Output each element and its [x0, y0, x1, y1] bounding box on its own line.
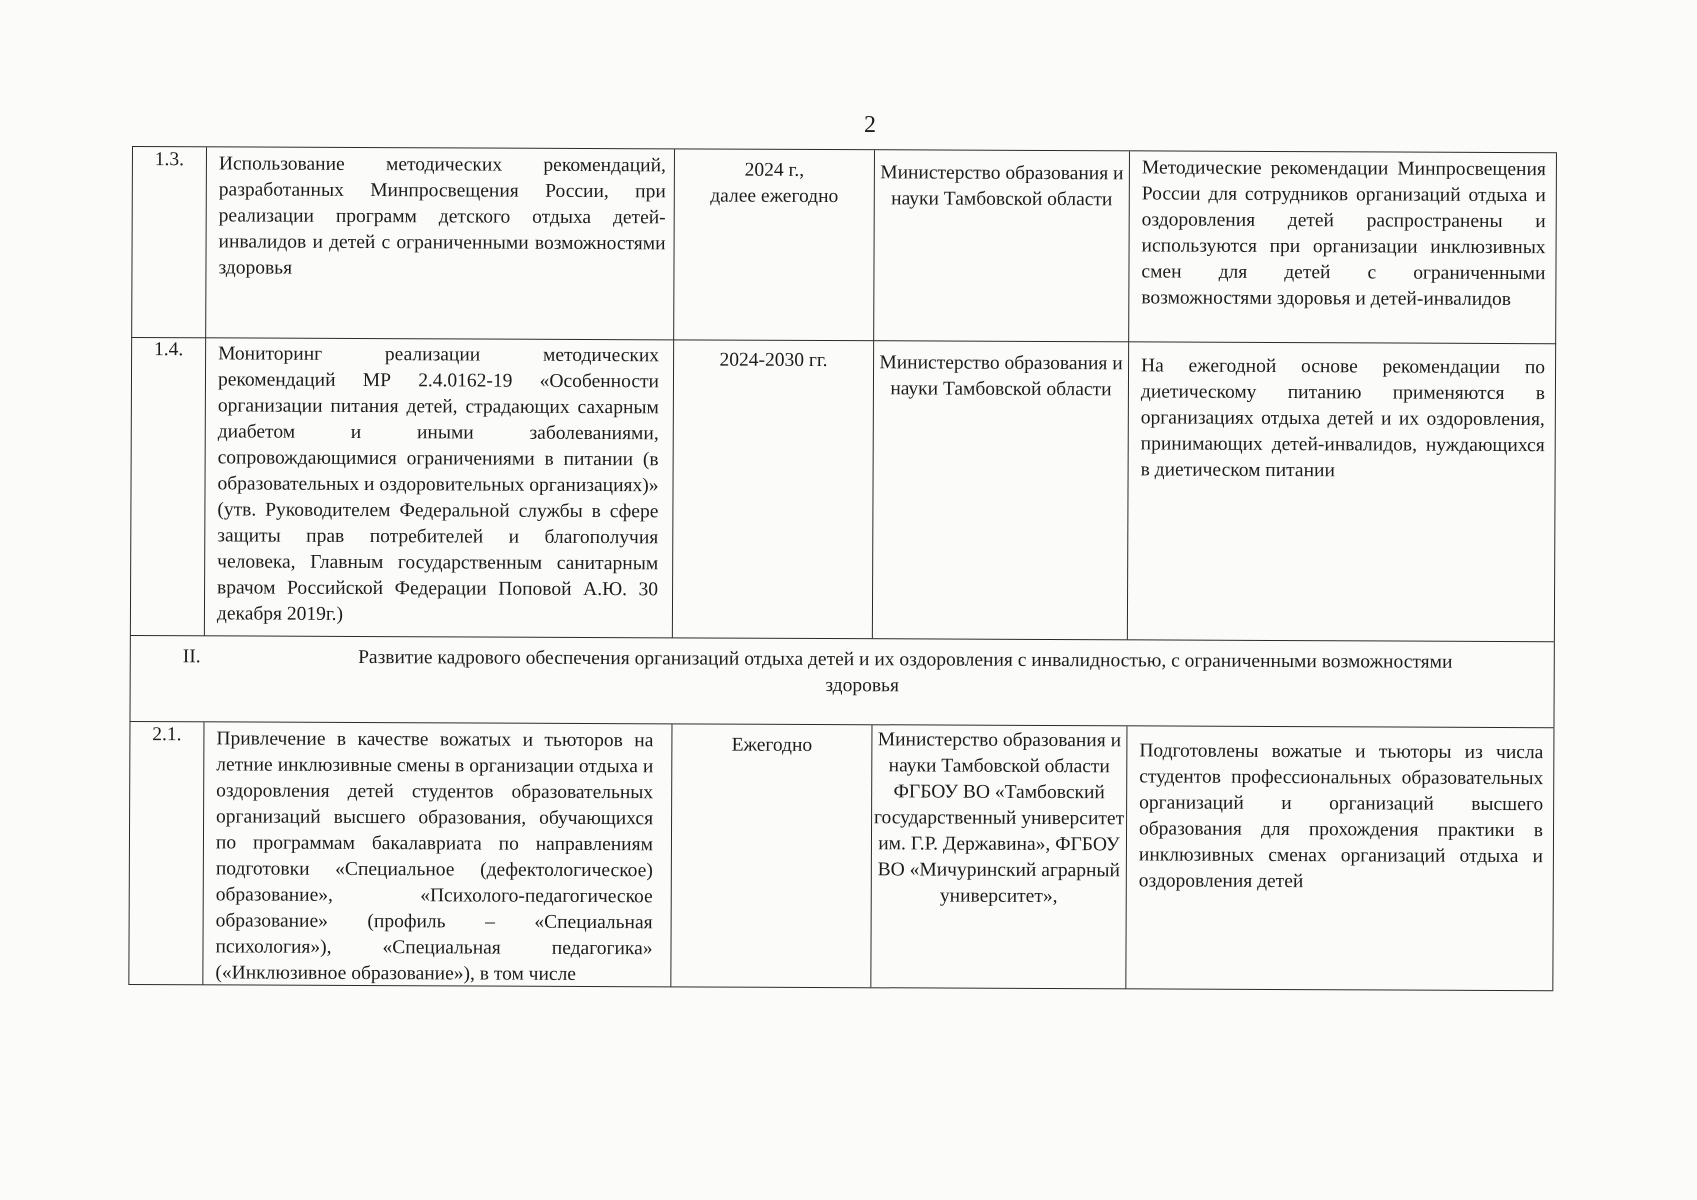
section-title-continuation: здоровья	[825, 675, 899, 697]
deadline-line-1: 2024 г.,	[744, 159, 805, 181]
deadline	[673, 149, 874, 340]
page-number: 2	[864, 112, 876, 138]
deadline	[670, 724, 871, 987]
row-number: 1.4.	[130, 337, 205, 635]
activity-text: Использование методических рекомендаций, разработанных Минпросвещения России, при реализации программ детского отдыха детей-инвалидов и детей с ограниченными возможностями здоровья	[205, 147, 674, 339]
result-text: Подготовлены вожатые и тьюторы из числа студентов профессиональных образовательных организаций и организаций высшего образования для прохождения практики в инклюзивных сменах организаций отдыха и оздоровления детей	[1125, 726, 1554, 990]
responsible: Министерство образования и науки Тамбовской области	[872, 340, 1128, 639]
deadline-line-1: 2024-2030 гг.	[719, 349, 828, 372]
responsible: Министерство образования и науки Тамбовской области ФГБОУ ВО «Тамбовский государственный университет им. Г.Р. Державина», ФГБОУ ВО «Мичуринский аграрный университет»,	[870, 725, 1126, 988]
table-row-1-4	[130, 337, 1556, 642]
deadline	[672, 339, 873, 638]
result-text: Методические рекомендации Минпросвещения России для сотрудников организаций отдыха и оздоровления детей распространены и используются при организации инклюзивных смен для детей с ограниченными возможностями здоровья и детей-инвалидов	[1128, 151, 1557, 343]
deadline-line-1: Ежегодно	[731, 734, 813, 756]
section-number: II.	[182, 646, 201, 668]
activity-text: Привлечение в качестве вожатых и тьюторов на летние инклюзивные смены в организации отдыха и оздоровления детей студентов образовательных организаций высшего образования, обучающихся по программам бакалавриата по направлениям подготовки «Специальное (дефектологическое) образование», «Психолого-педагогическое образование» (профиль – «Специальная психология»), «Специальная педагогика» («Инклюзивное образование»), в том числе	[202, 722, 671, 986]
row-number: 1.3.	[131, 147, 206, 337]
result-text: На ежегодной основе рекомендации по диетическому питанию применяются в организациях отдыха детей и их оздоровления, принимающих детей-инвалидов, нуждающихся в диетическом питании	[1127, 341, 1556, 641]
section-heading-row	[129, 636, 1554, 728]
row-number: 2.1.	[128, 722, 203, 984]
section-heading	[129, 636, 1554, 727]
table-row-2-1	[128, 722, 1554, 991]
section-title: Развитие кадрового обеспечения организаций отдыха детей и их оздоровления с инвалидностью, с ограниченными возможностями	[358, 646, 1453, 673]
table-row-1-3	[131, 146, 1557, 344]
deadline-line-2: далее ежегодно	[710, 185, 839, 208]
responsible: Министерство образования и науки Тамбовской области	[873, 150, 1129, 341]
plan-table	[128, 146, 1557, 1084]
activity-text: Мониторинг реализации методических рекомендаций МР 2.4.0162-19 «Особенности организации питания детей, страдающих сахарным диабетом и иными заболеваниями, сопровождающимися ограничениями в питании (в образовательных и оздоровительных организациях)» (утв. Руководителем Федеральной службы в сфере защиты прав потребителей и благополучия человека, Главным государственным санитарным врачом Российской Федерации Поповой А.Ю. 30 декабря 2019г.)	[204, 337, 673, 637]
